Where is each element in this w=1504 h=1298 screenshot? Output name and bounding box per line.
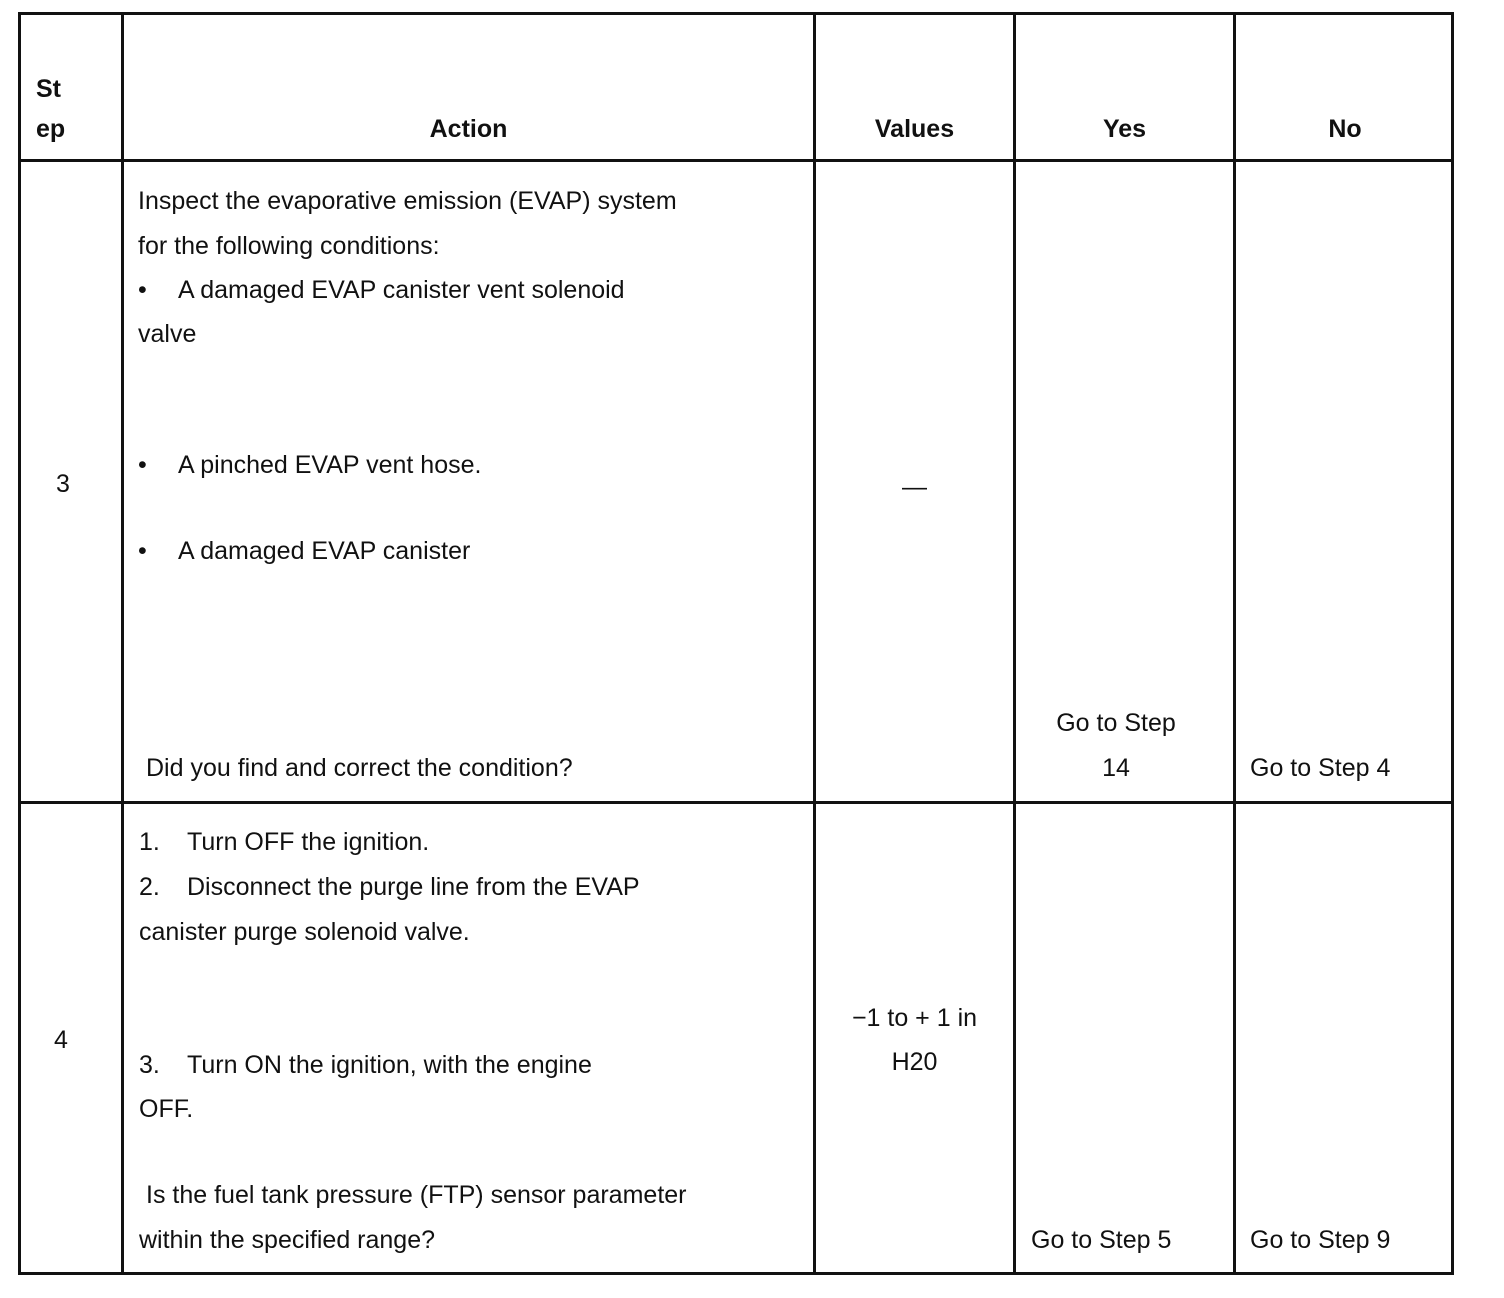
- column-divider: [1233, 15, 1236, 1272]
- column-divider: [1013, 15, 1016, 1272]
- row-divider: [21, 159, 1451, 162]
- step-number: 3: [56, 470, 70, 498]
- header-step-line2: ep: [36, 115, 66, 143]
- action-text: for the following conditions:: [138, 232, 440, 260]
- step-number: 4: [54, 1026, 68, 1054]
- row-divider: [21, 801, 1451, 804]
- numbered-item: 3. Turn ON the ignition, with the engine: [139, 1051, 592, 1079]
- numbered-item-continued: OFF.: [139, 1095, 194, 1123]
- action-text: Inspect the evaporative emission (EVAP) system: [138, 187, 677, 215]
- header-action: Action: [429, 115, 508, 143]
- header-no: No: [1328, 115, 1362, 143]
- action-question: Did you find and correct the condition?: [146, 754, 573, 782]
- header-step-line1: St: [36, 75, 61, 103]
- action-question-continued: within the specified range?: [139, 1226, 436, 1254]
- numbered-item: 1. Turn OFF the ignition.: [139, 828, 430, 856]
- yes-cell: Go to Step 5: [1031, 1226, 1172, 1254]
- bullet-icon: •: [138, 276, 147, 304]
- numbered-item-continued: canister purge solenoid valve.: [139, 918, 470, 946]
- bullet-item: • A pinched EVAP vent hose.: [138, 443, 481, 488]
- bullet-item: • A damaged EVAP canister vent solenoid: [138, 268, 625, 313]
- yes-cell-line1: Go to Step: [1056, 709, 1176, 737]
- header-values: Values: [874, 115, 955, 143]
- values-cell-line1: −1 to + 1 in: [851, 1004, 978, 1032]
- bullet-icon: •: [138, 537, 147, 565]
- action-question: Is the fuel tank pressure (FTP) sensor parameter: [146, 1181, 687, 1209]
- column-divider: [121, 15, 124, 1272]
- no-cell: Go to Step 4: [1250, 754, 1391, 782]
- numbered-item: 2. Disconnect the purge line from the EVAP: [139, 873, 640, 901]
- values-cell-line2: H20: [891, 1048, 938, 1076]
- diagnostic-table: [18, 12, 1454, 1275]
- no-cell: Go to Step 9: [1250, 1226, 1391, 1254]
- values-cell: —: [902, 473, 927, 501]
- bullet-item-continued: valve: [138, 320, 197, 348]
- yes-cell-line2: 14: [1102, 754, 1130, 782]
- bullet-icon: •: [138, 451, 147, 479]
- bullet-item: • A damaged EVAP canister: [138, 529, 470, 574]
- header-yes: Yes: [1102, 115, 1147, 143]
